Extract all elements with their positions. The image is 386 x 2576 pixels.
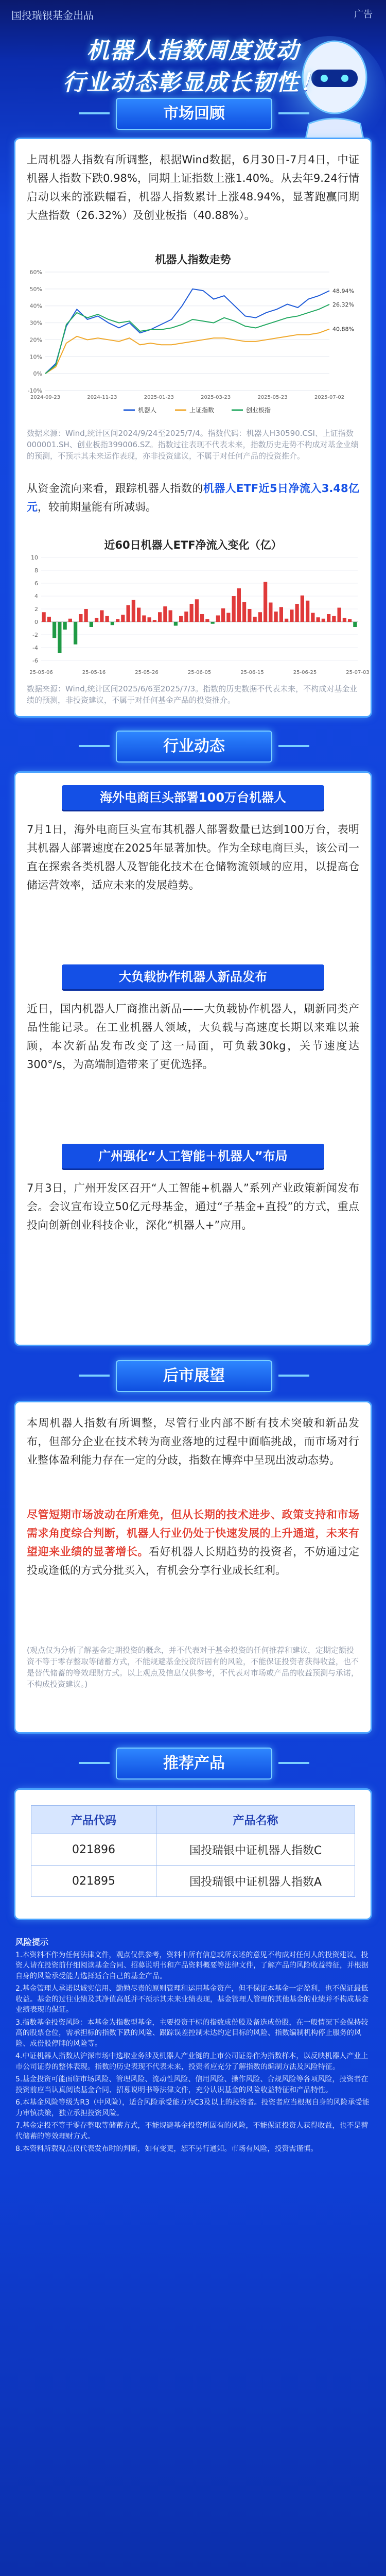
x-tick-label: 25-07-03 <box>346 670 370 675</box>
x-tick-label: 2024-09-23 <box>30 395 61 400</box>
flow-bar <box>343 618 346 622</box>
risk-paragraph: 5.基金投资可能面临市场风险、管理风险、流动性风险、信用风险、操作风险、合规风险等各项风险，投资者在投资前应当认真阅读基金合同、招募说明书等法律文件，充分认识基金的风险收益特征和产品特性。 <box>15 2075 369 2094</box>
hero-title-line1: 机器人指数周度波动 <box>86 38 300 64</box>
flow-bar <box>306 601 309 622</box>
flow-bar <box>158 612 162 622</box>
flow-bar <box>338 608 341 622</box>
x-tick-label: 25-05-26 <box>135 670 159 675</box>
end-value-label: 40.88% <box>332 326 354 333</box>
flow-bar <box>348 619 352 622</box>
outlook-card <box>15 1402 371 1732</box>
x-tick-label: 2025-07-02 <box>314 395 345 400</box>
flow-bar <box>248 609 251 622</box>
flow-bar <box>142 616 146 622</box>
y-tick-label: 60% <box>29 269 42 276</box>
flow-bar <box>42 612 46 622</box>
flow-bar <box>322 619 325 622</box>
outlook-para1: 本周机器人指数有所调整，尽管行业内部不断有技术突破和新品发布，但部分企业在技术转为商业落地的过程中面临挑战，而市场对行业整体盈利能力存在一定的分歧，指数在博弈中呈现出波动态势。 <box>27 1417 359 1466</box>
y-tick-label: 2 <box>34 606 38 613</box>
y-tick-label: 6 <box>34 580 38 587</box>
flow-bar <box>205 619 209 622</box>
flow-bar <box>200 614 204 622</box>
section-market-review: 市场回顾 <box>116 98 272 130</box>
y-tick-label: -2 <box>32 632 38 638</box>
fund-flow-suffix: ，较前期量能有所减弱。 <box>38 501 156 513</box>
table-row[interactable] <box>31 1866 355 1897</box>
fund-flow-prefix: 从资金流向来看，跟踪机器人指数的 <box>27 482 203 495</box>
flow-bar <box>90 622 93 627</box>
chart1-source-note: 数据来源：Wind,统计区间2024/9/24至2025/7/4。指数代码：机器人H30590.CSI、上证指数000001.SH、创业板指399006.SZ。指数过往表现不代表未来，指数历史走势不构成对基金业绩的预测，不预示其未来运作表现，亦非投资建议，不属于对任何产品的投资推介。 <box>27 429 359 461</box>
chart1-title: 机器人指数走势 <box>155 253 231 266</box>
x-tick-label: 2025-01-23 <box>144 395 174 400</box>
y-tick-label: 10% <box>29 353 42 361</box>
flow-bar <box>84 609 88 622</box>
series-line-3 <box>45 304 329 374</box>
products-header-row <box>31 1806 355 1834</box>
fund-flow-highlight: 机器人ETF近5日净流入3.48亿元 <box>27 482 359 513</box>
flow-bar <box>279 607 283 622</box>
flow-bar <box>52 622 56 638</box>
flow-bar <box>274 612 278 622</box>
flow-bar <box>190 604 194 622</box>
news-body-3: 7月3日，广州开发区召开“人工智能+机器人”系列产业政策新闻发布会。会议宣布设立50亿元母基金，通过“子基金+直投”的方式，重点投向创新创业科技企业，深化“机器人+”应用。 <box>27 1182 359 1231</box>
risk-paragraph: 2.基金管理人承诺以诚实信用、勤勉尽责的原则管理和运用基金资产，但不保证本基金一定盈利，也不保证最低收益。基金的过往业绩及其净值高低并不预示其未来业绩表现，基金管理人管理的其他基金的业绩并不构成基金业绩表现的保证。 <box>15 1985 369 2014</box>
flow-bar <box>174 622 178 626</box>
flow-bar <box>258 612 262 622</box>
x-tick-label: 25-06-15 <box>240 670 264 675</box>
flow-bar <box>153 620 156 622</box>
flow-bar <box>100 611 103 622</box>
product-code: 021896 <box>31 1834 156 1866</box>
flow-bar <box>327 614 330 622</box>
index-trend-chart <box>21 267 365 421</box>
product-name[interactable]: 国投瑞银中证机器人指数A <box>156 1866 355 1897</box>
flow-bar <box>301 596 304 622</box>
fund-flow-text <box>27 479 359 516</box>
flow-bar <box>169 611 172 622</box>
flow-bar <box>148 617 151 622</box>
x-tick-label: 2025-03-23 <box>201 395 231 400</box>
news-title-3: 广州强化“人工智能＋机器人”布局 <box>62 1144 324 1168</box>
flow-bar <box>211 622 215 624</box>
flow-bar <box>195 599 199 622</box>
section-products: 推荐产品 <box>116 1748 272 1780</box>
flow-bar <box>242 602 246 622</box>
news-body-2: 近日，国内机器人厂商推出新品——大负载协作机器人，刷新同类产品性能记录。在工业机器人领域，大负载与高速度长期以来难以兼顾，本次新品发布改变了这一局面，可负载30kg，关节速度达300°/s，为高端制造带来了更优选择。 <box>27 1003 359 1071</box>
risk-paragraph: 4.中证机器人指数从沪深市场中选取业务涉及机器人产业链的上市公司证券作为指数样本，以反映机器人产业上市公司证券的整体表现。指数的历史表现不代表未来，投资者应充分了解指数的编制方法及风险特征。 <box>15 2052 369 2071</box>
chart2-title: 近60日机器人ETF净流入变化（亿） <box>104 539 282 551</box>
y-tick-label: 40% <box>29 302 42 310</box>
flow-bar <box>79 614 82 622</box>
risk-paragraph: 1.本资料不作为任何法律文件，观点仅供参考，资料中所有信息或所表述的意见不构成对任何人的投资建议。投资人请在投资前仔细阅读基金合同、招募说明书和产品资料概要等法律文件，了解产品的风险收益特征，并根据自身的风险承受能力选择适合自己的基金产品。 <box>15 1951 369 1980</box>
flow-bar <box>47 617 51 622</box>
etf-flow-chart <box>21 552 370 680</box>
risk-disclosure <box>15 1937 371 2157</box>
flow-bar <box>237 588 241 622</box>
hero-title-line2: 行业动态彰显成长韧性！ <box>63 70 323 96</box>
product-name[interactable]: 国投瑞银中证机器人指数C <box>156 1834 355 1866</box>
y-tick-label: 0% <box>33 370 42 378</box>
flow-bar <box>216 616 220 622</box>
table-row[interactable] <box>31 1834 355 1866</box>
x-tick-label: 2025-05-23 <box>257 395 288 400</box>
flow-bar <box>295 604 299 622</box>
ad-tag: 广告 <box>354 9 373 20</box>
flow-bar <box>137 608 141 622</box>
flow-bar <box>111 622 114 625</box>
flow-bar <box>232 596 236 622</box>
x-tick-label: 25-05-16 <box>82 670 106 675</box>
flow-bar <box>317 617 320 622</box>
series-line-1 <box>45 289 329 374</box>
outlook-disclaimer: (观点仅为分析了解基金定期投资的概念，并不代表对于基金投资的任何推荐和建议，定期定额投资不等于零存整取等储蓄方式，不能规避基金投资所固有的风险，不能保证投资者获得收益，也不是替代储蓄的等效理财方式。以上观点及信息仅供参考，不代表对市场或产品的收益预测与承诺，不构成投资建议。) <box>27 1646 359 1689</box>
end-value-label: 26.32% <box>332 301 354 308</box>
y-tick-label: -10% <box>27 387 42 394</box>
flow-bar <box>285 619 288 622</box>
col-header-code: 产品代码 <box>31 1806 156 1834</box>
risk-paragraph: 3.指数基金投资风险：本基金为指数型基金，主要投资于标的指数成份股及备选成份股，在一般情况下会保持较高的股票仓位，需承担标的指数下跌的风险、跟踪误差控制未达约定目标的风险、指数编制机构停止服务的风险、成份股停牌的风险等。 <box>15 2018 369 2048</box>
market-review-card <box>15 139 371 716</box>
flow-bar <box>106 616 109 622</box>
x-tick-label: 2024-11-23 <box>87 395 117 400</box>
y-tick-label: 4 <box>34 593 38 600</box>
flow-bar <box>184 612 188 622</box>
news-title-1: 海外电商巨头部署100万台机器人 <box>62 785 324 810</box>
x-tick-label: 25-06-05 <box>187 670 212 675</box>
risk-title: 风险提示 <box>15 1937 49 1947</box>
section-industry-news: 行业动态 <box>116 731 272 762</box>
flow-bar <box>163 606 167 622</box>
risk-paragraph: 7.基金定投不等于零存整取等储蓄方式，不能规避基金投资所固有的风险，不能保证投资人获得收益，也不是替代储蓄的等效理财方式。 <box>15 2122 369 2141</box>
news-body-1: 7月1日，海外电商巨头宣布其机器人部署数量已达到100万台，表明其机器人部署速度在2025年显著加快。作为全球电商巨头，该公司一直在探索各类机器人及智能化技术在仓储物流领域的应用，以提高仓储运营效率，适应未来的发展趋势。 <box>27 823 359 891</box>
brand-label: 国投瑞银基金出品 <box>11 9 94 22</box>
flow-bar <box>264 582 267 622</box>
flow-bar <box>95 618 98 622</box>
legend-label: 上证指数 <box>189 406 215 414</box>
outlook-highlight: 尽管短期市场波动在所难免，但从长期的技术进步、政策支持和市场需求角度综合判断，机器人行业仍处于快速发展的上升通道，未来有望迎来业绩的显著增长。 <box>27 1509 359 1558</box>
flow-bar <box>68 619 72 622</box>
outlook-suffix: 看好机器人长期趋势的投资者，不妨通过定投或逢低的方式分批买入，有机会分享行业成长红利。 <box>27 1546 360 1577</box>
y-tick-label: 0 <box>34 619 38 625</box>
flow-bar <box>311 613 314 622</box>
flow-bar <box>226 613 230 622</box>
flow-bar <box>269 603 272 622</box>
products-table <box>31 1805 355 1897</box>
flow-bar <box>253 617 257 622</box>
y-tick-label: 8 <box>34 567 38 574</box>
products-card <box>15 1790 371 1919</box>
flow-bar <box>63 622 67 630</box>
outlook-para2 <box>27 1505 359 1580</box>
flow-bar <box>127 605 130 622</box>
x-tick-label: 25-05-06 <box>29 670 53 675</box>
risk-paragraph: 6.本基金风险等级为R3（中风险），适合风险承受能力为C3及以上的投资者。投资者应当根据自身的风险承受能力审慎决策，独立承担投资风险。 <box>15 2098 370 2117</box>
flow-bar <box>121 615 125 622</box>
section-outlook: 后市展望 <box>116 1360 272 1392</box>
flow-bar <box>221 608 225 622</box>
flow-bar <box>332 616 336 622</box>
risk-paragraph: 8.本资料所载观点仅代表发布时的判断，如有变更，恕不另行通知。市场有风险，投资需谨慎。 <box>15 2145 318 2153</box>
flow-bar <box>58 622 61 653</box>
legend-label: 机器人 <box>138 406 157 414</box>
news-title-2: 大负载协作机器人新品发布 <box>62 964 324 989</box>
flow-bar <box>132 600 135 622</box>
y-tick-label: 50% <box>29 285 42 293</box>
flow-bar <box>179 616 183 622</box>
flow-bar <box>116 619 119 622</box>
y-tick-label: -4 <box>32 645 38 651</box>
col-header-name: 产品名称 <box>156 1806 355 1834</box>
chart2-source-note: 数据来源：Wind,统计区间2025/6/6至2025/7/3。指数的历史数据不代表未来，不构成对基金业绩的预测，非投资建议，不属于对任何基金产品的投资推介。 <box>27 684 358 705</box>
y-tick-label: 10 <box>31 554 38 561</box>
industry-news-card <box>15 773 371 1345</box>
market-review-text: 上周机器人指数有所调整，根据Wind数据，6月30日-7月4日，中证机器人指数下跌0.98%，同期上证指数上涨1.40%。从去年9.24行情启动以来的涨跌幅看，机器人指数累计上涨48.94%，显著跑赢同期大盘指数（26.32%）及创业板指（40.88%）。 <box>27 154 359 222</box>
end-value-label: 48.94% <box>332 287 354 295</box>
flow-bar <box>290 609 293 622</box>
flow-bar <box>353 622 357 627</box>
product-code: 021895 <box>31 1866 156 1897</box>
y-tick-label: 20% <box>29 336 42 344</box>
flow-bar <box>74 622 77 645</box>
legend-label: 创业板指 <box>246 406 271 414</box>
y-tick-label: -6 <box>32 657 38 664</box>
series-line-2 <box>45 329 329 374</box>
y-tick-label: 30% <box>29 319 42 327</box>
x-tick-label: 25-06-25 <box>293 670 317 675</box>
